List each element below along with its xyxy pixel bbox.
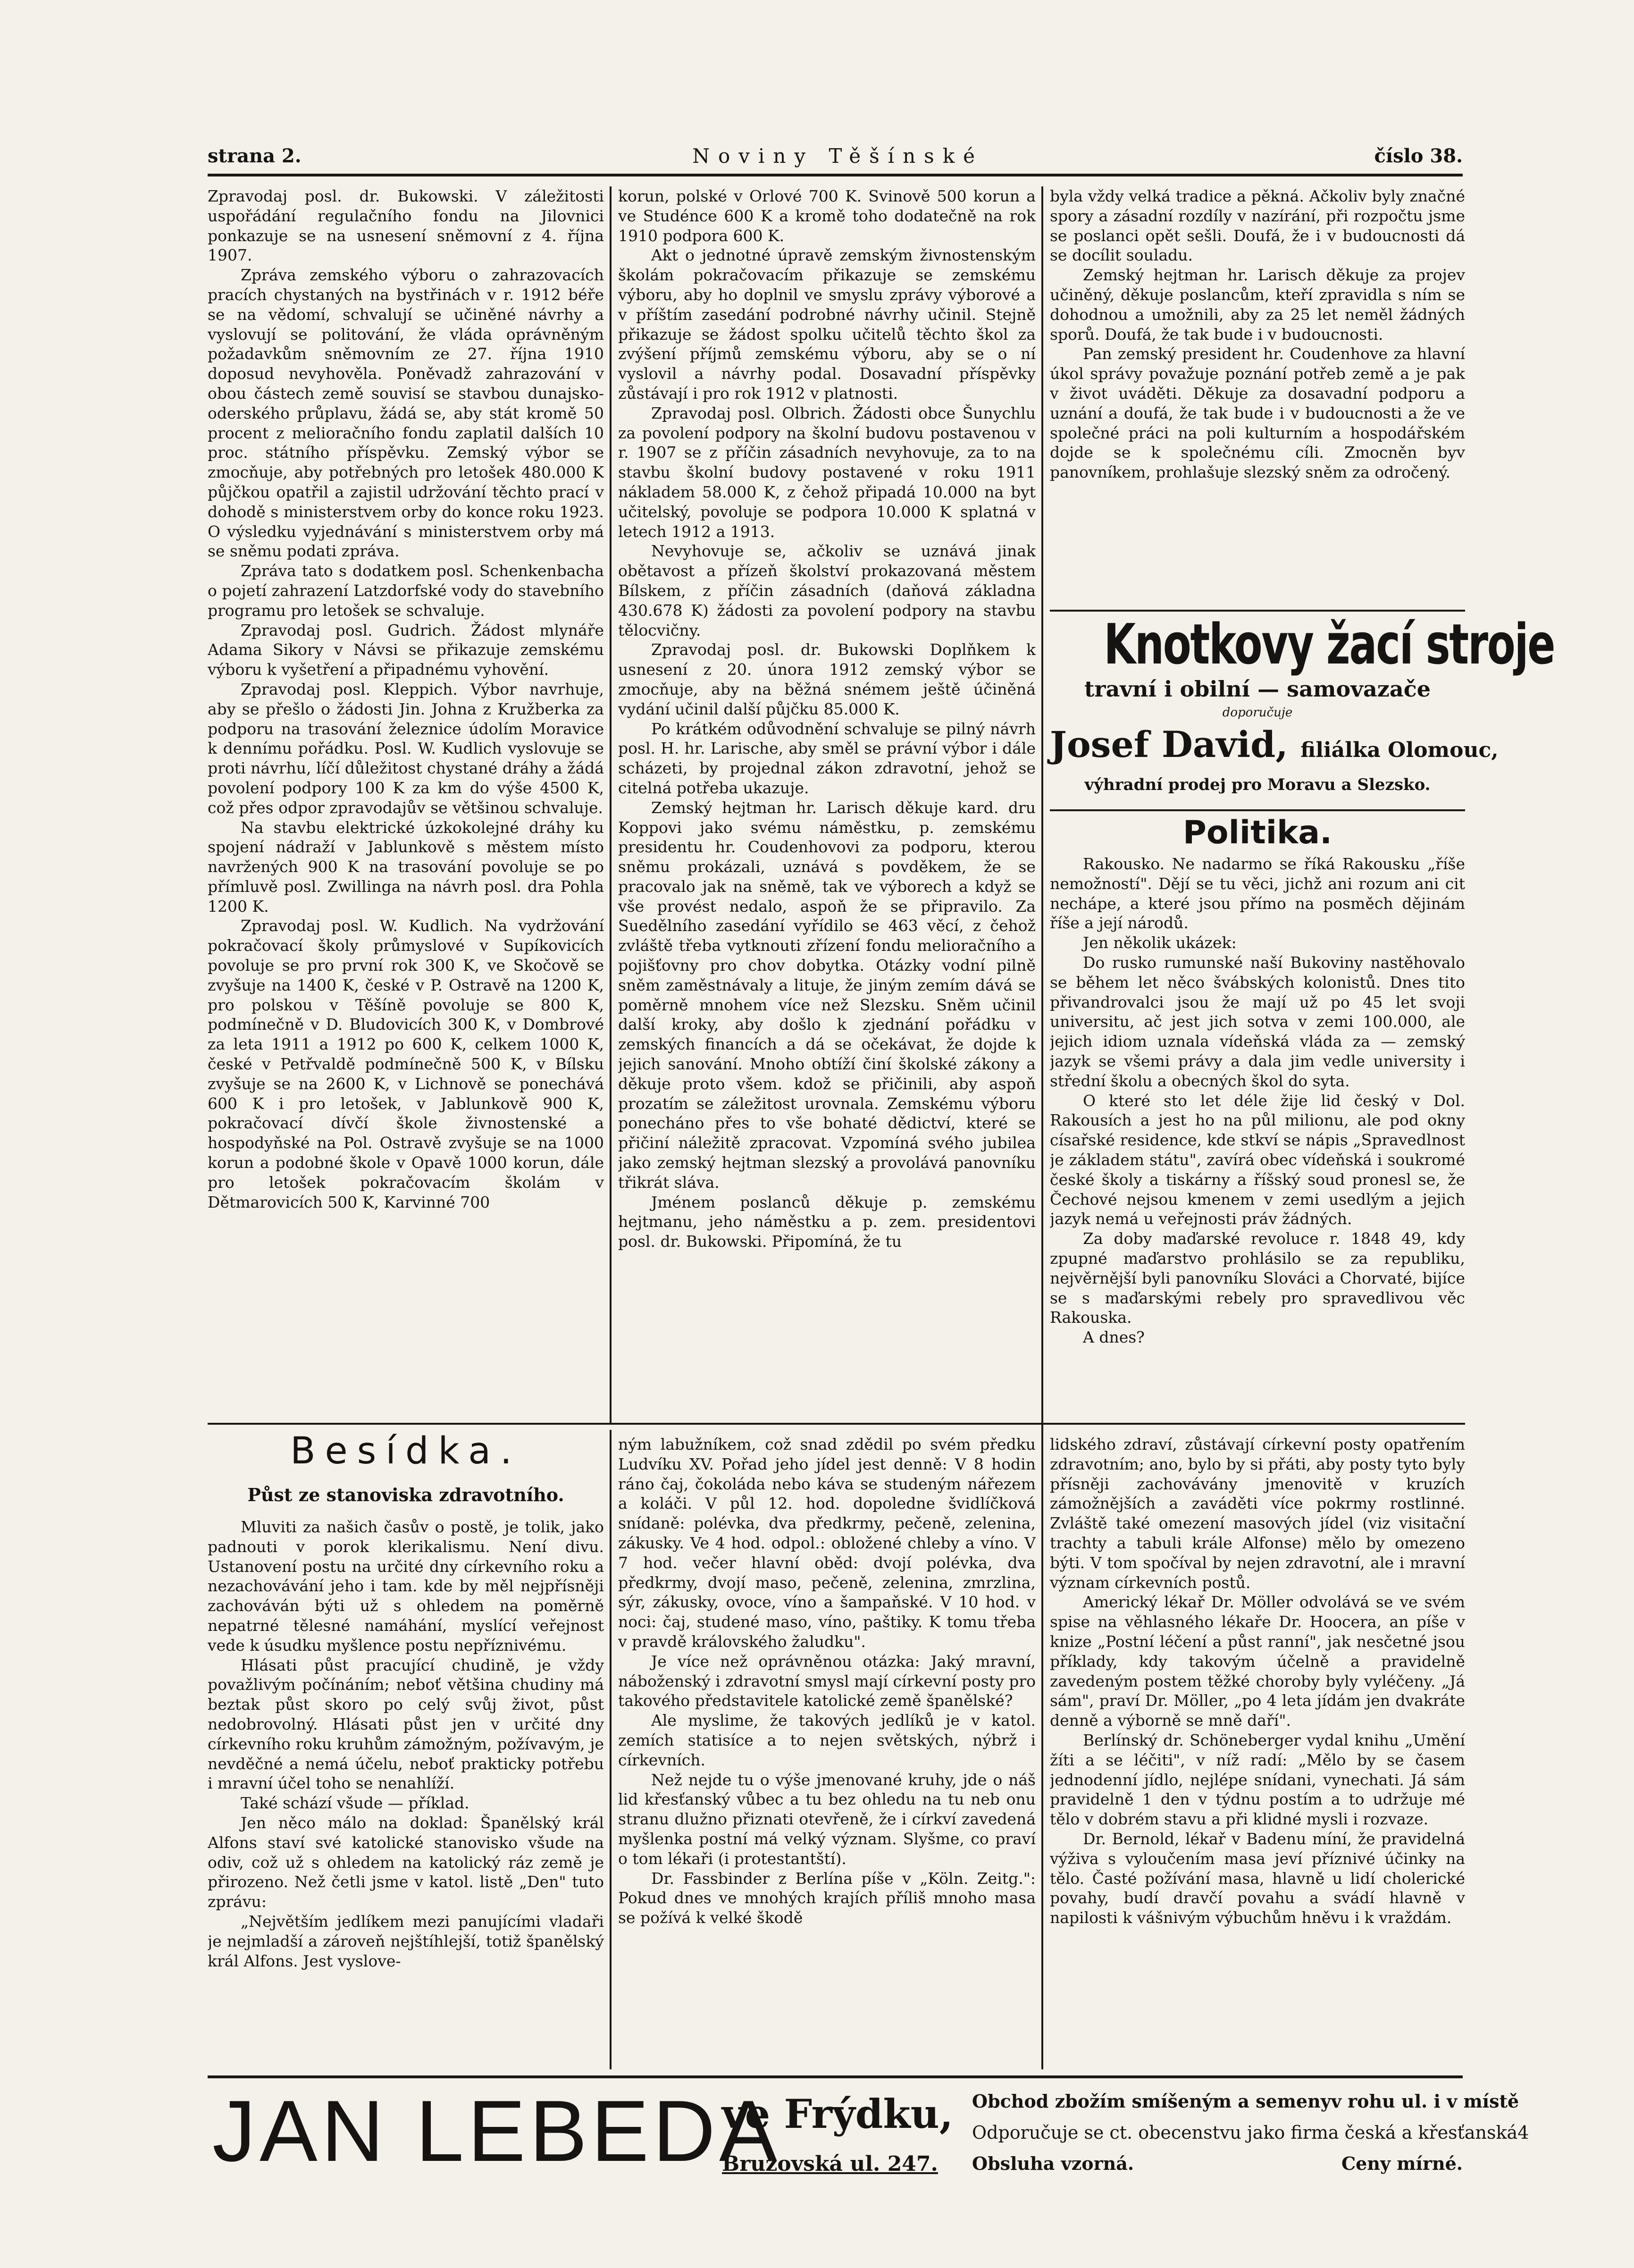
ad-exclusive: výhradní prodej pro Moravu a Slezsko. — [1084, 775, 1431, 794]
paragraph: Akt o jednotné úpravě zemským živnostenským školám pokračovacím přikazuje se zemskému výboru, aby ho doplnil ve smyslu zprávy výborové a v příštím zasedání podrobné návrhy učinil. Stejně přikazuje se žádost spolku učitelů těchto škol za zvýšení příjmů zemskému výboru, aby se o ní vyslovil a návrhy podal. Dosavadní příspěvky zůstávají i pro rok 1912 v platnosti. — [618, 246, 1036, 403]
ad-recommends: doporučuje — [1222, 706, 1293, 720]
section-heading-politika: Politika. — [1183, 814, 1332, 851]
column-3-besidka — [1050, 1435, 1465, 2062]
paragraph: byla vždy velká tradice a pěkná. Ačkoliv byly značné spory a zásadní rozdíly v nazírání, při rozpočtu jsme se poslanci opět sešli. Doufá, že i v budoucnosti dá se docílit souladu. — [1050, 187, 1465, 265]
paragraph: Pan zemský president hr. Coudenhove za hlavní úkol správy považuje poznání potřeb země a je pak v život uváděti. Děkuje za dosavadní podporu a uznání a doufá, že tak bude i v budoucnosti a že ve společné práci na poli kulturním a hospodářském dojde se k společnému cíli. Zmocněn byv panovníkem, prohlašuje slezský sněm za odročený. — [1050, 344, 1465, 482]
paragraph: Na stavbu elektrické úzkokolejné dráhy ku spojení nádraží v Jablunkově s městem místo navržených 900 K na trasování povoluje se po přímluvě posl. Zwillinga na návrh posl. dra Pohla 1200 K. — [208, 818, 604, 916]
feuilleton-rule — [208, 1423, 1465, 1425]
paragraph: Zpravodaj posl. dr. Bukowski Doplňkem k usnesení z 20. února 1912 zemský výbor se zmocňuje, aby na běžná snémem ještě účiněná vydání učinil další půjčku 85.000 K. — [618, 640, 1036, 718]
paragraph: lidského zdraví, zůstávají církevní posty opatřením zdravotním; ano, bylo by si přáti, aby posty tyto byly přísněji zachovávány jmenovitě v kruzích zámožnějších a zaváděti více pokrmy rostlinné. Zvláště také omezení masových jídel (viz visitační trachty a tabuli krále Alfonse) mělo by omezeno býti. V tom spočíval by nejen zdravotní, ale i mravní význam církevních postů. — [1050, 1435, 1465, 1592]
ad-lebeda-prices: Ceny mírné. — [1341, 2153, 1463, 2174]
paragraph: Dr. Fassbinder z Berlína píše v „Köln. Zeitg.": Pokud dnes ve mnohých krajích příliš mnoho masa se požívá k velké škodě — [618, 1869, 1036, 1927]
ad-rule-bottom — [1050, 809, 1465, 811]
column-1-besidka — [208, 1517, 604, 2060]
header-rule — [208, 174, 1463, 176]
bottom-rule — [208, 2075, 1463, 2078]
paragraph: Jen několik ukázek: — [1083, 933, 1237, 952]
column-3-politika — [1050, 854, 1465, 1420]
column-3-top — [1050, 186, 1465, 611]
paragraph: Je více než oprávněnou otázka: Jaký mravní, náboženský i zdravotní smysl mají církevní posty pro takového představitele katolické země španělské? — [618, 1652, 1036, 1710]
page-number: strana 2. — [208, 144, 302, 167]
article-title: Půst ze stanoviska zdravotního. — [247, 1484, 564, 1505]
paragraph: Zpráva zemského výboru o zahrazovacích pracích chystaných na bystřinách v r. 1912 béře se na vědomí, schvalují se učiněné návrhy a vyslovují se politování, že vláda oprávněným požadavkům sněmovním ze 27. října 1910 doposud nevyhověla. Poněvadž zahrazování v obou částech země souvisí se stavbou dunajsko-oderského průplavu, žádá se, aby stát kromě 50 procent z melioračního fondu zaplatil dalších 10 proc. státního příspěvku. Zemský výbor se zmocňuje, aby potřebných pro letošek 480.000 K půjčkou opatřil a zajistil udržování těchto prací v dohodě s ministerstvem orby do konce roku 1923. O výsledku vyjednávání s ministerstvem orby má se sněmu podati zpráva. — [208, 266, 604, 561]
paragraph: ným labužníkem, což snad zdědil po svém předku Ludvíku XV. Pořad jeho jídel jest denně: V 8 hodin ráno čaj, čokoláda nebo káva se studeným nářezem a koláči. V půl 12. hod. dopoledne švidlíčková snídaně: polévka, dva předkrmy, pečeně, zelenina, zákusky. Ve 4 hod. odpol.: obložené chleby a víno. V 7 hod. večer hlavní oběd: dvojí polévka, dva předkrmy, dvojí maso, pečeně, zelenina, zmrzlina, sýr, zákusky, ovoce, víno a šampaňské. V 10 hod. v noci: čaj, studené maso, víno, paštiky. K tomu třeba v pravdě královského žaludku". — [618, 1435, 1036, 1651]
ad-lebeda-line-1 — [972, 2086, 1519, 2117]
paragraph: Rakousko. Ne nadarmo se říká Rakousku „říše nemožností". Dějí se tu věci, jichž ani rozum ani cit nechápe, a které jsou přímo na posměch dějinám říše a její národů. — [1050, 855, 1465, 932]
paragraph: Americký lékař Dr. Möller odvolává se ve svém spise na věhlasného lékaře Dr. Hoocera, an píše v knize „Postní léčení a půst ranní", jak nesčetné jsou příklady, kdy takovým účelně a pravidelně zavedeným postem těžké choroby byly vyléčeny. „Já sám", praví Dr. Möller, „po 4 leta jídám jen dvakráte denně a výborně se mně daří". — [1050, 1593, 1465, 1730]
paragraph: Za doby maďarské revoluce r. 1848 49, kdy zpupné maďarstvo prohlásilo se za republiku, nejvěrnější byli panovníku Slováci a Chorvaté, bijíce se s maďarskými rebely pro spravedlivou věc Rakouska. — [1050, 1229, 1465, 1327]
column-2-besidka — [618, 1435, 1036, 2062]
ad-lebeda-line-2 — [972, 2117, 1529, 2148]
paragraph: Než nejde tu o výše jmenované kruhy, jde o náš lid křesťanský vůbec a tu bez ohledu na tu neb onu stranu dlužno přiznati otevřeně, že i církví zavedená myšlenka postní má velký význam. Slyšme, co praví o tom lékaři (i protestantští). — [618, 1770, 1036, 1868]
paragraph: Také schází všude — příklad. — [241, 1794, 469, 1813]
ad-lebeda-recommend: Odporučuje se ct. obecenstvu jako firma česká a křesťanská — [972, 2122, 1518, 2143]
paragraph: Zemský hejtman hr. Larisch děkuje kard. dru Koppovi jako svému náměstku, p. zemskému presidentu hr. Coudenhovovi za podporu, kterou sněmu prokázali, uznává s povděkem, že se pracovalo jak na sněmě, tak ve výborech a když se vše provést nedalo, aspoň že se připravilo. Za Suedělního zasedání vyřídilo se 463 věcí, z čehož zvláště třeba vytknouti zřízení fondu melioračního a pojišťovny pro chov dobytka. Otázky vodní pilně sněm zaměstnávaly a lituje, že jiným zemím dává se poměrně mnohem více než Slezsku. Sněm učinil další kroky, aby došlo k zjednání pořádku v zemských financích a dá se očekávat, že dojde k jejich sanování. Mnoho obtíží činí školské zákony a děkuje proto všem. kdož se přičinili, aby aspoň prozatím se záležitost urovnala. Zemskému výboru ponecháno přes to vše bohaté dědictví, které se přičiní náležitě zpracovat. Vzpomíná svého jubilea jako zemský hejtman slezský a provolává panovníku třikrát sláva. — [618, 798, 1036, 1192]
paragraph: Zemský hejtman hr. Larisch děkuje za projev učiněný, děkuje poslancům, kteří zpravidla s ním se dohodnou a umožnili, aby za 25 let neměl žádných sporů. Doufá, že tak bude i v budoucnosti. — [1050, 266, 1465, 344]
ad-firm — [1050, 722, 1499, 773]
ad-lebeda-name: JAN LEBEDA — [212, 2082, 781, 2179]
paragraph: korun, polské v Orlové 700 K. Svinově 500 korun a ve Studénce 600 K a kromě toho dodatečně na rok 1910 podpora 600 K. — [618, 187, 1036, 245]
ad-firm-branch: filiálka Olomouc, — [1300, 738, 1499, 762]
ad-lebeda-service: Obsluha vzorná. — [972, 2153, 1134, 2174]
paragraph: Zpravodaj posl. Olbrich. Žádosti obce Šunychlu za povolení podpory na školní budovu postavenou v r. 1907 se z příčin zásadních nevyhovuje, za to na stavbu školní budovy postavené v roku 1911 nákladem 58.000 K, z čehož připadá 10.000 na byt učitelský, povoluje se podpora 10.000 K splatná v letech 1912 a 1913. — [618, 403, 1036, 541]
column-2 — [618, 186, 1036, 1418]
paragraph: Zpravodaj posl. W. Kudlich. Na vydržování pokračovací školy průmyslové v Supíkovicích povoluje se pro první rok 300 K, ve Skočově se zvyšuje na 1400 K, české v P. Ostravě na 1200 K, pro polskou v Těšíně povoluje se 800 K, podmínečně v D. Bludovicích 300 K, v Dombrové za leta 1911 a 1912 po 600 K, celkem 1000 K, české v Petřvaldě podmínečně 500 K, v Bílsku zvyšuje se na 2600 K, v Lichnově se ponechává 600 K i pro letošek, v Jablunkově 900 K, pokračovací dívčí škole živnostenské a hospodyňské na Pol. Ostravě zvyšuje se na 1000 korun a podobné škole v Opavě 1000 korun, dále pro letošek pokračovacím školám v Dětmarovicích 500 K, Karvinné 700 — [208, 916, 604, 1211]
page-header — [208, 142, 1463, 170]
ad-lebeda-shop-location: v rohu ul. i v místě — [1331, 2091, 1519, 2112]
paragraph: Zpráva tato s dodatkem posl. Schenkenbacha o pojetí zahrazení Latzdorfské vody do stavebního programu pro letošek se schvaluje. — [208, 562, 604, 620]
advertisement-knotek — [1050, 612, 1555, 816]
ad-firm-name: Josef David, — [1050, 723, 1288, 765]
ad-lebeda-shop: Obchod zbožím smíšeným a semeny — [972, 2091, 1331, 2112]
paragraph: Jen něco málo na doklad: Španělský král Alfons staví své katolické stanovisko všude na odiv, což už s ohledem na katolický ráz země je přirozeno. Než četli jsme v katol. listě „Den" tuto zprávu: — [208, 1813, 604, 1911]
paragraph: Zpravodaj posl. Kleppich. Výbor navrhuje, aby se přešlo o žádosti Jin. Johna z Kružberka za podporu na trasování železnice údolím Moravice k dennímu pořádku. Posl. W. Kudlich vyslovuje se proti návrhu, líčí důležitost chystané dráhy a žádá povolení podpory 100 K za km do výše 4500 K, což přes odpor zpravodajův se většinou schvaluje. — [208, 680, 604, 817]
ad-lebeda-address: Bruzovská ul. 247. — [722, 2152, 938, 2176]
paragraph: Zpravodaj posl. Gudrich. Žádost mlynáře Adama Sikory v Návsi se přikazuje zemskému výboru k vyšetření a připadnému vyhovění. — [208, 621, 604, 679]
column-rule — [610, 186, 612, 1423]
paragraph: O které sto let déle žije lid český v Dol. Rakousích a jest ho na půl milionu, ale pod okny císařské residence, kde stkví se nápis „Spravedlnost je základem státu", zavírá obec vídeňská i soukromé české školy a tiskárny a říšský soud pronesl se, že Čechové nejsou kmenem v zemi usedlým a jejich jazyk nemá u veřejnosti práv žádných. — [1050, 1091, 1465, 1228]
issue-number: číslo 38. — [1374, 144, 1463, 167]
paragraph: Dr. Bernold, lékař v Badenu míní, že pravidelná výživa s vyloučením masa jeví příznivé účinky na tělo. Časté požívání masa, hlavně u lidí cholerické povahy, budí dravčí povahu a svádí hlavně v napilosti k vášnivým výbuchům hněvu i k vraždám. — [1050, 1829, 1465, 1927]
paragraph: Nevyhovuje se, ačkoliv se uznává jinak obětavost a přízeň školství prokazovaná městem Bílskem, z příčin zásadních (daňová základna 430.678 K) žádosti za povolení podpory na stavbu tělocvičny. — [618, 542, 1036, 639]
paragraph: Hlásati půst pracující chudině, je vždy považlivým počínáním; neboť většina chudiny má beztak půst skoro po celý svůj život, půst nedobrovolný. Hlásati půst jen v určité dny církevního roku kruhům zámožným, požívavým, je nevděčné a nemá účelu, neboť prakticky potřebu i mravní účel toho se nenahlíží. — [208, 1655, 604, 1793]
column-rule — [610, 1430, 612, 2069]
paragraph: Ale myslime, že takových jedlíků je v katol. zemích statisíce a to nejen světských, nýbrž i církevních. — [618, 1711, 1036, 1769]
paragraph: Mluviti za našich časův o postě, je tolik, jako padnouti v porok klerikalismu. Není divu. Ustanovení postu na určité dny církevního roku a nezachovávání jeho i tam. kde by měl nejpřísněji zachováván býti už s ohledem na poměrně nepatrné tělesné namáhání, myslící veřejnost vede k úsudku myšlence postu nepříznivému. — [208, 1518, 604, 1655]
newspaper-title: Noviny Těšínské — [692, 144, 984, 168]
ad-headline: Knotkovy žací stroje — [1104, 612, 1555, 677]
paragraph: Do rusko rumunské naší Bukoviny nastěhovalo se během let něco švábských kolonistů. Dnes tito přivandrovalci jsou že mají už po 45 let svoji universitu, ač jest jich sotva v zemi 100.000, ale jejich idiom uznala vídeňská vláda za — zemský jazyk se všemi právy a dala jim vedle university i střední školu a obecných škol do syta. — [1050, 953, 1465, 1090]
column-1 — [208, 186, 604, 1418]
ad-lebeda-mark: 4 — [1517, 2122, 1529, 2143]
ad-lebeda-details — [972, 2086, 1529, 2185]
paragraph: Zpravodaj posl. dr. Bukowski. V záležitosti uspořádání regulačního fondu na Jilovnici ponkazuje se na usnesení sněmovní z 4. října 1907. — [208, 187, 604, 265]
paragraph: „Největším jedlíkem mezi panujícími vladaři je nejmladší a zároveň nejštíhlejší, totiž španělský král Alfons. Jest vyslove- — [208, 1912, 604, 1970]
ad-subline: travní i obilní — samovazače — [1084, 676, 1431, 702]
column-rule — [1041, 186, 1043, 2069]
section-heading-besidka: Besídka. — [290, 1430, 521, 1472]
ad-lebeda-line-3 — [972, 2148, 1463, 2179]
ad-lebeda-place: ve Frýdku, — [722, 2091, 953, 2137]
paragraph: A dnes? — [1083, 1328, 1145, 1347]
advertisement-lebeda — [208, 2081, 1529, 2190]
paragraph: Po krátkém odůvodnění schvaluje se pilný návrh posl. H. hr. Larische, aby směl se právní výbor i dále scházeti, by projednal zákon zdravotní, jehož se citelná potřeba ukazuje. — [618, 719, 1036, 797]
paragraph: Berlínský dr. Schöneberger vydal knihu „Umění žíti a se léčiti", v níž radí: „Mělo by se časem jednodenní jídlo, nejlépe snídani, vynechati. Já sám pravidelně 1 den v týdnu postím a to udržuje mé tělo v dobrém stavu a při klidné mysli i rozvaze. — [1050, 1730, 1465, 1829]
paragraph: Jménem poslanců děkuje p. zemskému hejtmanu, jeho náměstku a p. zem. presidentovi posl. dr. Bukowski. Připomíná, že tu — [618, 1193, 1036, 1251]
